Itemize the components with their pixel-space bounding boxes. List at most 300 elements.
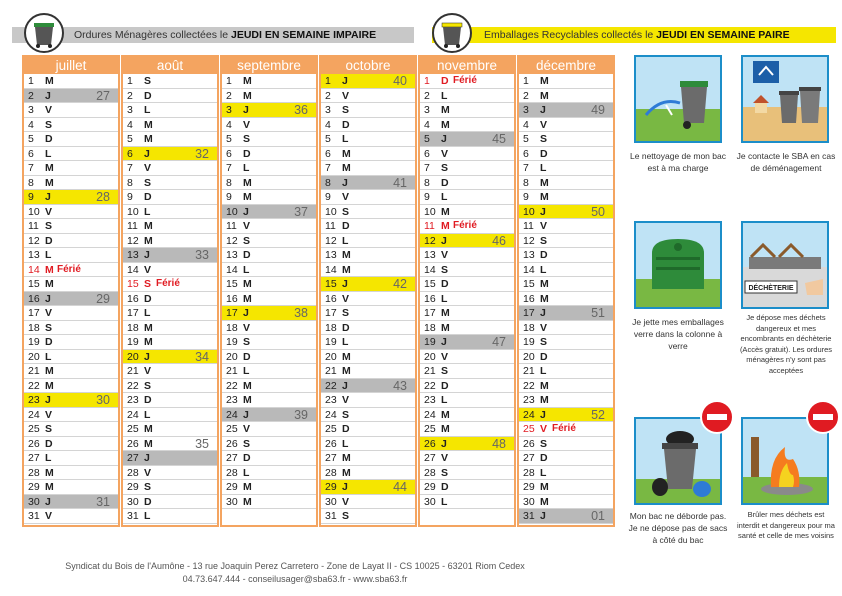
weekday-letter: M — [540, 481, 549, 493]
day-list — [420, 74, 514, 509]
day-row — [321, 147, 415, 162]
day-number: 29 — [325, 481, 337, 493]
day-number: 19 — [424, 336, 436, 348]
weekday-letter: L — [144, 205, 151, 218]
day-row — [420, 147, 514, 162]
day-row — [222, 321, 316, 336]
collection-day-ordures — [24, 89, 118, 104]
weekday-letter: S — [342, 408, 350, 421]
collection-day-ordures — [321, 176, 415, 191]
weekday-letter: J — [441, 234, 447, 247]
collection-day-emballages — [321, 480, 415, 495]
day-row — [24, 176, 118, 191]
day-number: 17 — [226, 307, 238, 319]
weekday-letter: M — [45, 278, 54, 290]
household-bin-icon — [22, 13, 66, 53]
day-row — [420, 408, 514, 423]
day-row — [123, 495, 217, 510]
day-number: 28 — [127, 466, 139, 479]
tip-cleaning-picture — [634, 55, 722, 143]
day-row — [24, 219, 118, 234]
collection-day-emballages — [519, 205, 613, 220]
day-number: 31 — [325, 510, 337, 522]
day-row — [222, 161, 316, 176]
day-row — [420, 321, 514, 336]
weekday-letter: J — [540, 104, 546, 116]
weekday-letter: D — [441, 75, 449, 87]
day-row — [24, 408, 118, 423]
weekday-letter: J — [243, 104, 249, 116]
day-number: 7 — [226, 162, 232, 174]
tip-dechetterie-picture — [741, 221, 829, 309]
day-row — [420, 466, 514, 481]
day-number: 1 — [523, 75, 529, 87]
day-row — [123, 190, 217, 205]
day-number: 11 — [127, 220, 138, 232]
day-number: 22 — [424, 379, 436, 392]
day-row — [123, 422, 217, 437]
day-number: 10 — [28, 205, 40, 218]
day-number: 5 — [424, 133, 430, 145]
weekday-letter: L — [45, 249, 52, 261]
day-number: 3 — [226, 104, 232, 116]
day-number: 4 — [523, 118, 529, 131]
weekday-letter: S — [342, 307, 350, 319]
weekday-letter: M — [441, 423, 450, 435]
day-number: 4 — [127, 118, 133, 131]
day-row — [420, 248, 514, 263]
weekday-letter: M — [441, 321, 450, 334]
day-list — [24, 74, 118, 524]
day-row — [420, 176, 514, 191]
day-number: 11 — [226, 220, 237, 232]
weekday-letter: S — [243, 336, 251, 348]
om-collection-label: Ordures Ménagères collectées le JEUDI EN SEMAINE IMPAIRE — [74, 29, 377, 41]
day-number: 30 — [424, 495, 436, 508]
day-row — [24, 422, 118, 437]
day-number: 20 — [28, 350, 40, 363]
weekday-letter: M — [540, 292, 549, 305]
weekday-letter: M — [243, 89, 252, 102]
weekday-letter: M — [540, 394, 549, 406]
weekday-letter: L — [144, 104, 151, 116]
weekday-letter: D — [342, 423, 350, 435]
day-row — [123, 335, 217, 350]
collection-day-emballages — [123, 147, 217, 162]
day-row — [420, 277, 514, 292]
day-number: 19 — [28, 336, 40, 348]
day-row — [123, 509, 217, 524]
weekday-letter: J — [342, 176, 348, 189]
day-row — [123, 89, 217, 104]
week-number: 43 — [393, 378, 407, 393]
day-number: 25 — [424, 423, 436, 435]
day-number: 23 — [523, 394, 535, 406]
day-number: 28 — [28, 466, 40, 479]
day-row — [321, 306, 415, 321]
day-row — [222, 263, 316, 278]
day-row — [321, 364, 415, 379]
day-row — [519, 132, 613, 147]
day-row — [519, 379, 613, 394]
collection-day-ordures — [519, 509, 613, 524]
day-row — [222, 147, 316, 162]
day-number: 22 — [127, 379, 139, 392]
day-row — [123, 480, 217, 495]
day-number: 18 — [424, 321, 436, 334]
day-number: 31 — [523, 510, 535, 522]
day-row — [519, 321, 613, 336]
day-number: 10 — [127, 205, 139, 218]
day-number: 26 — [28, 437, 40, 450]
weekday-letter: D — [441, 481, 449, 493]
day-row — [321, 248, 415, 263]
day-number: 23 — [325, 394, 337, 406]
day-number: 24 — [424, 408, 436, 421]
weekday-letter: L — [243, 162, 250, 174]
day-number: 4 — [28, 118, 34, 131]
weekday-letter: M — [243, 379, 252, 392]
day-row — [24, 364, 118, 379]
day-number: 20 — [325, 350, 337, 363]
weekday-letter: M — [342, 147, 351, 160]
day-number: 30 — [226, 495, 238, 508]
day-number: 21 — [28, 365, 40, 377]
day-number: 26 — [127, 437, 139, 450]
day-number: 4 — [325, 118, 331, 131]
day-row — [24, 74, 118, 89]
day-row — [222, 74, 316, 89]
weekday-letter: V — [144, 263, 152, 276]
tip-glass-caption: Je jette mes emballages verre dans la colonne à verre — [632, 317, 724, 351]
day-number: 29 — [424, 481, 436, 493]
weekday-letter: D — [45, 133, 53, 145]
weekday-letter: M — [540, 191, 549, 203]
day-number: 12 — [523, 234, 535, 247]
day-number: 15 — [325, 278, 337, 290]
day-number: 5 — [523, 133, 529, 145]
month-title: novembre — [420, 57, 514, 74]
weekday-letter: M — [45, 75, 54, 87]
weekday-letter: S — [45, 321, 53, 334]
weekday-letter: M — [45, 176, 54, 189]
weekday-letter: S — [441, 365, 449, 377]
day-row — [222, 248, 316, 263]
day-row — [222, 466, 316, 481]
month-title: août — [123, 57, 217, 74]
day-row — [24, 263, 118, 278]
weekday-letter: D — [342, 220, 350, 232]
day-number: 15 — [127, 278, 139, 290]
day-row — [123, 437, 217, 452]
day-row — [24, 234, 118, 249]
day-row — [519, 118, 613, 133]
day-number: 7 — [28, 162, 34, 174]
holiday-label: Férié — [552, 423, 576, 434]
day-row — [519, 161, 613, 176]
day-row — [24, 321, 118, 336]
day-row — [420, 190, 514, 205]
day-row — [222, 234, 316, 249]
weekday-letter: L — [144, 307, 151, 319]
day-number: 12 — [127, 234, 139, 247]
day-row — [222, 219, 316, 234]
day-row — [420, 118, 514, 133]
week-number: 33 — [195, 248, 209, 262]
weekday-letter: M — [243, 394, 252, 406]
weekday-letter: D — [45, 336, 53, 348]
weekday-letter: V — [342, 89, 350, 102]
weekday-letter: L — [342, 336, 349, 348]
day-row — [321, 393, 415, 408]
day-row — [24, 379, 118, 394]
day-number: 14 — [325, 263, 337, 276]
day-row — [222, 335, 316, 350]
weekday-letter: D — [342, 321, 350, 334]
day-row — [24, 118, 118, 133]
week-number: 32 — [195, 146, 209, 161]
day-number: 25 — [226, 423, 238, 435]
collection-day-ordures — [24, 495, 118, 510]
day-row — [24, 161, 118, 176]
week-number: 42 — [393, 277, 407, 291]
holiday-label: Férié — [453, 75, 477, 86]
day-number: 3 — [127, 104, 133, 116]
day-number: 14 — [523, 263, 535, 276]
weekday-letter: V — [441, 452, 449, 464]
day-number: 28 — [226, 466, 238, 479]
week-number: 44 — [393, 480, 407, 494]
week-number: 49 — [591, 103, 605, 117]
day-number: 16 — [325, 292, 337, 305]
weekday-letter: L — [243, 263, 250, 276]
weekday-letter: M — [45, 365, 54, 377]
day-row — [321, 118, 415, 133]
weekday-letter: L — [441, 394, 448, 406]
weekday-letter: M — [441, 205, 450, 218]
weekday-letter: M — [540, 89, 549, 102]
weekday-letter: M — [441, 220, 450, 232]
day-row — [519, 480, 613, 495]
footer-contact: 04.73.647.444 - conseilusager@sba63.fr - www.sba63.fr — [182, 574, 408, 584]
day-number: 24 — [127, 408, 139, 421]
weekday-letter: V — [45, 307, 53, 319]
day-row — [24, 147, 118, 162]
day-number: 9 — [523, 191, 529, 203]
weekday-letter: L — [540, 263, 547, 276]
weekday-letter: M — [243, 176, 252, 189]
week-number: 37 — [294, 204, 308, 219]
day-number: 4 — [226, 118, 232, 131]
day-number: 14 — [28, 263, 40, 276]
day-number: 22 — [523, 379, 535, 392]
day-number: 31 — [28, 510, 40, 522]
collection-day-emballages — [24, 190, 118, 205]
em-collection-label: Emballages Recyclables collectés le JEUDI EN SEMAINE PAIRE — [484, 29, 790, 41]
day-row — [519, 437, 613, 452]
day-row — [222, 292, 316, 307]
day-row — [420, 364, 514, 379]
weekday-letter: L — [144, 408, 151, 421]
weekday-letter: S — [342, 104, 350, 116]
day-number: 6 — [127, 147, 133, 160]
day-row — [24, 480, 118, 495]
weekday-letter: L — [540, 365, 547, 377]
day-row — [420, 263, 514, 278]
collection-day-ordures — [222, 408, 316, 423]
month-title: décembre — [519, 57, 613, 74]
day-row — [519, 292, 613, 307]
weekday-letter: J — [45, 89, 51, 102]
weekday-letter: M — [342, 249, 351, 261]
weekday-letter: M — [45, 263, 54, 276]
weekday-letter: J — [45, 495, 51, 508]
day-number: 12 — [325, 234, 337, 247]
weekday-letter: S — [342, 510, 350, 522]
collection-day-ordures — [24, 292, 118, 307]
weekday-letter: M — [342, 162, 351, 174]
collection-day-emballages — [321, 277, 415, 292]
day-number: 15 — [424, 278, 436, 290]
weekday-letter: L — [441, 89, 448, 102]
week-number: 51 — [591, 306, 605, 320]
day-row — [24, 205, 118, 220]
day-row — [321, 350, 415, 365]
weekday-letter: D — [144, 89, 152, 102]
day-number: 25 — [28, 423, 40, 435]
day-row — [519, 263, 613, 278]
week-number: 36 — [294, 103, 308, 117]
day-row — [321, 408, 415, 423]
day-number: 2 — [28, 89, 34, 102]
day-number: 24 — [523, 408, 535, 421]
day-row — [222, 132, 316, 147]
day-number: 26 — [523, 437, 535, 450]
weekday-letter: D — [144, 191, 152, 203]
collection-day-ordures — [420, 335, 514, 350]
bin-cleaning-icon — [636, 57, 720, 141]
day-number: 17 — [28, 307, 40, 319]
day-number: 14 — [226, 263, 238, 276]
weekday-letter: D — [45, 437, 53, 450]
weekday-letter: M — [144, 220, 153, 232]
day-number: 15 — [226, 278, 238, 290]
weekday-letter: V — [540, 118, 548, 131]
weekday-letter: M — [441, 408, 450, 421]
day-row — [420, 103, 514, 118]
day-row — [519, 393, 613, 408]
weekday-letter: L — [441, 292, 448, 305]
day-number: 12 — [28, 234, 40, 247]
weekday-letter: V — [441, 147, 449, 160]
day-number: 9 — [226, 191, 232, 203]
day-row — [321, 161, 415, 176]
weekday-letter: J — [540, 307, 546, 319]
weekday-letter: M — [540, 379, 549, 392]
day-row — [123, 219, 217, 234]
day-row — [24, 103, 118, 118]
moving-house-icon — [743, 57, 827, 141]
collection-day-ordures — [420, 132, 514, 147]
day-row — [24, 132, 118, 147]
weekday-letter: D — [243, 452, 251, 464]
weekday-letter: S — [342, 205, 350, 218]
weekday-letter: L — [441, 495, 448, 508]
day-number: 25 — [325, 423, 337, 435]
weekday-letter: S — [144, 481, 152, 493]
day-number: 28 — [523, 466, 535, 479]
day-number: 17 — [523, 307, 535, 319]
no-entry-icon — [806, 400, 840, 434]
week-number: 39 — [294, 407, 308, 422]
day-number: 5 — [28, 133, 34, 145]
month-column — [517, 55, 615, 527]
weekday-letter: M — [342, 263, 351, 276]
day-number: 17 — [325, 307, 337, 319]
day-list — [123, 74, 217, 524]
day-row — [420, 89, 514, 104]
day-number: 30 — [28, 495, 40, 508]
weekday-letter: M — [342, 466, 351, 479]
day-row — [519, 422, 613, 437]
collection-day-ordures — [123, 248, 217, 263]
day-row — [519, 350, 613, 365]
weekday-letter: M — [243, 75, 252, 87]
weekday-letter: D — [144, 292, 152, 305]
weekday-letter: J — [342, 75, 348, 87]
day-number: 11 — [424, 220, 435, 232]
day-number: 1 — [28, 75, 34, 87]
day-number: 27 — [523, 452, 535, 464]
weekday-letter: D — [540, 452, 548, 464]
weekday-letter: J — [540, 205, 546, 218]
day-number: 6 — [226, 147, 232, 160]
day-number: 2 — [325, 89, 331, 102]
day-row — [519, 466, 613, 481]
week-number: 48 — [492, 436, 506, 451]
month-column — [319, 55, 417, 527]
weekday-letter: M — [243, 191, 252, 203]
weekday-letter: J — [45, 292, 51, 305]
day-row — [519, 451, 613, 466]
collection-day-emballages — [24, 393, 118, 408]
day-number: 2 — [127, 89, 133, 102]
footer-address: Syndicat du Bois de l'Aumône - 13 rue Joaquin Perez Carretero - Zone de Layat II - CS 10025 - 63201 Riom Cedex — [65, 561, 525, 571]
weekday-letter: J — [243, 205, 249, 218]
weekday-letter: S — [540, 133, 548, 145]
weekday-letter: J — [540, 510, 546, 522]
day-number: 8 — [325, 176, 331, 189]
day-number: 22 — [325, 379, 337, 392]
day-number: 15 — [523, 278, 535, 290]
day-row — [420, 393, 514, 408]
weekday-letter: J — [342, 379, 348, 392]
day-number: 29 — [226, 481, 238, 493]
week-number: 47 — [492, 335, 506, 349]
month-title: juillet — [24, 57, 118, 74]
day-row — [321, 103, 415, 118]
day-number: 31 — [127, 510, 139, 522]
day-number: 25 — [523, 423, 535, 435]
day-number: 10 — [226, 205, 238, 218]
collection-day-emballages — [420, 437, 514, 452]
day-row — [321, 451, 415, 466]
day-number: 16 — [127, 292, 139, 305]
weekday-letter: D — [441, 379, 449, 392]
day-row — [420, 219, 514, 234]
day-number: 6 — [28, 147, 34, 160]
month-column — [220, 55, 318, 527]
